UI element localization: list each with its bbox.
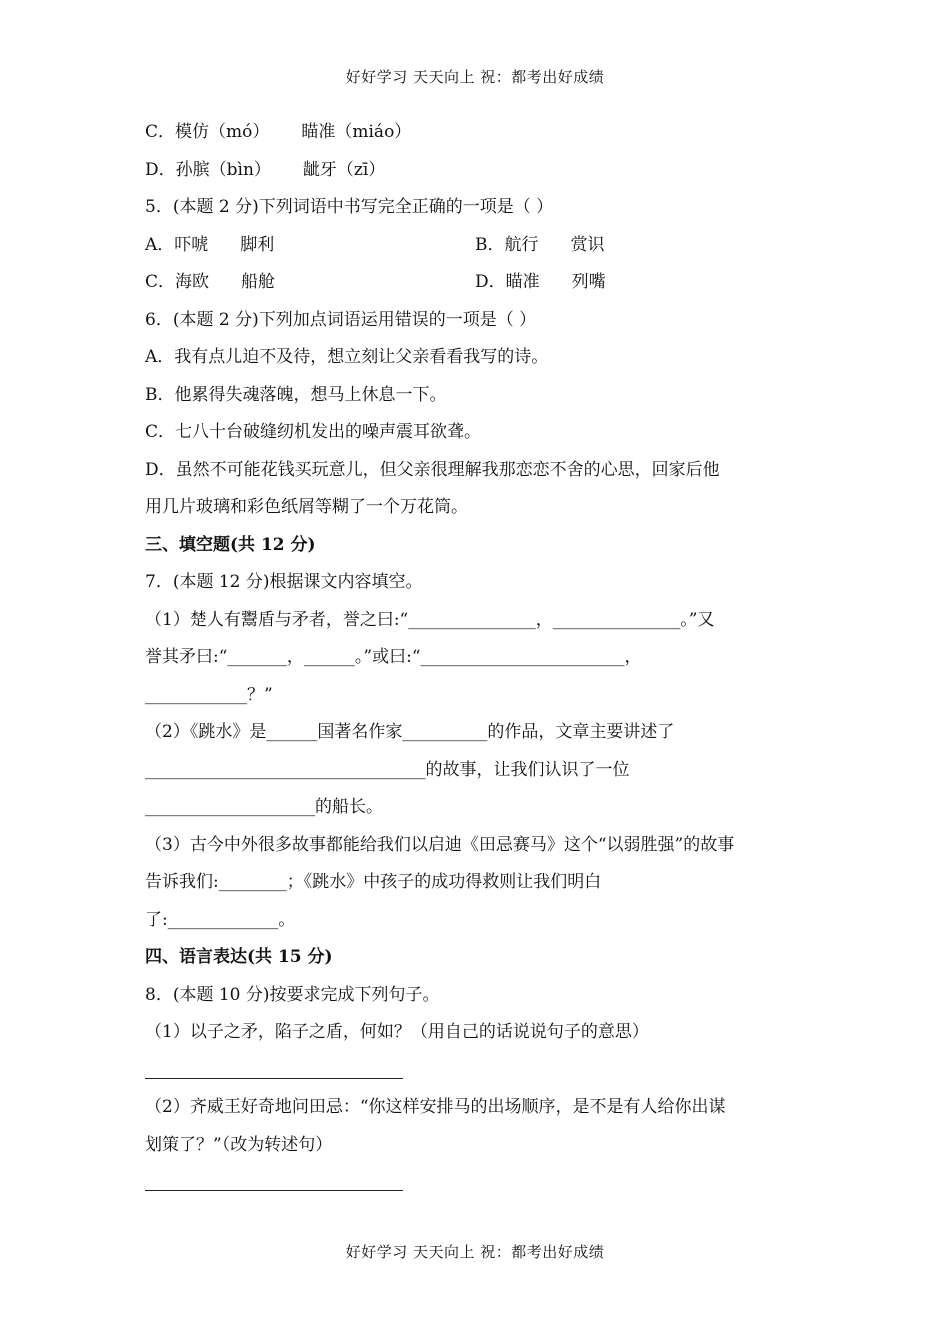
page-header: 好好学习 天天向上 祝：都考出好成绩 bbox=[345, 68, 605, 86]
q4-option-d: D．孙膑（bìn） 龇牙（zī） bbox=[145, 159, 386, 180]
page-footer: 好好学习 天天向上 祝：都考出好成绩 bbox=[345, 1243, 605, 1261]
q7-part2-line2: _________________________________的故事，让我们认识了一位 bbox=[145, 759, 630, 780]
section-3-title: 三、填空题(共 12 分) bbox=[145, 534, 316, 555]
q7-part1-line3: ____________？” bbox=[145, 684, 273, 705]
q6-option-b: B．他累得失魂落魄，想马上休息一下。 bbox=[145, 384, 447, 405]
q6-stem: 6．(本题 2 分)下列加点词语运用错误的一项是（ ） bbox=[145, 309, 537, 330]
q8-part2-line2: 划策了？”（改为转述句） bbox=[145, 1134, 333, 1155]
q7-stem: 7．(本题 12 分)根据课文内容填空。 bbox=[145, 572, 423, 592]
q8-part1: （1）以子之矛，陷子之盾，何如？（用自己的话说说句子的意思） bbox=[145, 1022, 649, 1042]
q5-options-cd: C．海欧 船舱 D．瞄准 列嘴 bbox=[145, 272, 606, 292]
q7-part1-line2: 誉其矛曰:“_______，______。”或曰:“________________________， bbox=[145, 647, 642, 667]
q5-stem: 5．(本题 2 分)下列词语中书写完全正确的一项是（ ） bbox=[145, 197, 554, 217]
q7-part3-line2: 告诉我们:________；《跳水》中孩子的成功得救则让我们明白 bbox=[145, 872, 602, 892]
q6-option-c: C．七八十台破缝纫机发出的噪声震耳欲聋。 bbox=[145, 422, 482, 442]
q6-option-d-line1: D．虽然不可能花钱买玩意儿，但父亲很理解我那恋恋不舍的心思，回家后他 bbox=[145, 459, 720, 480]
q8-stem: 8．(本题 10 分)按要求完成下列句子。 bbox=[145, 984, 440, 1005]
q7-part3-line3: 了:_____________。 bbox=[145, 909, 296, 930]
q8-part1-answer-line bbox=[145, 1052, 810, 1090]
section-4-title: 四、语言表达(共 15 分) bbox=[145, 947, 333, 967]
exam-content bbox=[145, 114, 810, 1202]
q6-option-d-line2: 用几片玻璃和彩色纸屑等糊了一个万花筒。 bbox=[145, 497, 468, 517]
q8-part2-line1: （2）齐威王好奇地问田忌：“你这样安排马的出场顺序，是不是有人给你出谋 bbox=[145, 1097, 726, 1117]
q7-part2-line3: ____________________的船长。 bbox=[145, 797, 383, 817]
q7-part3-line1: （3）古今中外很多故事都能给我们以启迪《田忌赛马》这个“以弱胜强”的故事 bbox=[145, 834, 735, 855]
q7-part2-line1: （2）《跳水》是______国著名作家__________的作品，文章主要讲述了 bbox=[145, 722, 675, 742]
q4-option-c: C．模仿（mó） 瞄准（miáo） bbox=[145, 122, 412, 142]
q5-options-ab: A．吓唬 脚利 B．航行 赏识 bbox=[145, 234, 605, 255]
q8-part2-answer-line bbox=[145, 1164, 810, 1202]
q6-option-a: A．我有点儿迫不及待，想立刻让父亲看看我写的诗。 bbox=[145, 347, 549, 367]
q7-part1-line1: （1）楚人有鬻盾与矛者，誉之曰:“_______________，_______________。”又 bbox=[145, 609, 715, 630]
